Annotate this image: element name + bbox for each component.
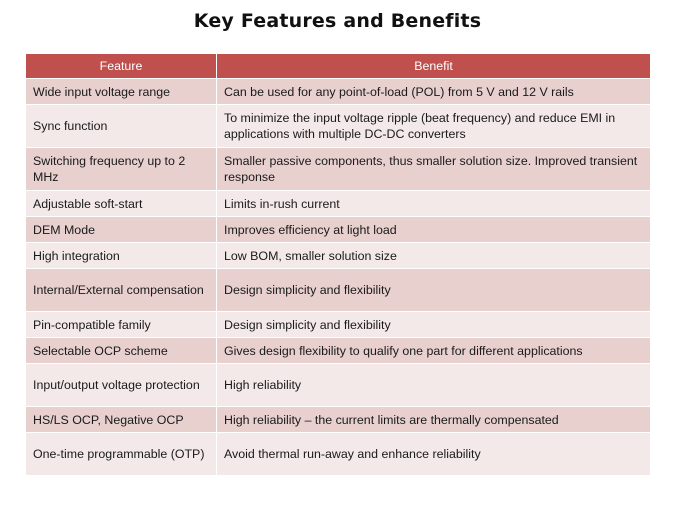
table-row — [26, 148, 650, 191]
feature-cell: Wide input voltage range — [26, 79, 217, 105]
benefit-cell: Low BOM, smaller solution size — [217, 243, 650, 269]
benefit-cell: Design simplicity and flexibility — [217, 269, 650, 312]
table-row — [26, 338, 650, 364]
benefit-cell: Design simplicity and flexibility — [217, 312, 650, 338]
benefit-cell: High reliability – the current limits are thermally compensated — [217, 407, 650, 433]
column-header-feature: Feature — [26, 54, 217, 79]
table-row — [26, 105, 650, 148]
benefit-cell: Gives design flexibility to qualify one part for different applications — [217, 338, 650, 364]
table-row — [26, 407, 650, 433]
slide-title: Key Features and Benefits — [193, 10, 482, 32]
feature-cell: Input/output voltage protection — [26, 364, 217, 407]
table-row — [26, 191, 650, 217]
feature-cell: DEM Mode — [26, 217, 217, 243]
table-row — [26, 364, 650, 407]
feature-cell: Switching frequency up to 2 MHz — [26, 148, 217, 191]
benefit-cell: Avoid thermal run-away and enhance reliability — [217, 433, 650, 476]
benefit-cell: Smaller passive components, thus smaller solution size. Improved transient response — [217, 148, 650, 191]
benefit-cell: Improves efficiency at light load — [217, 217, 650, 243]
table-row — [26, 433, 650, 476]
table-row — [26, 217, 650, 243]
features-table — [26, 54, 650, 476]
feature-cell: HS/LS OCP, Negative OCP — [26, 407, 217, 433]
table-row — [26, 243, 650, 269]
feature-cell: Internal/External compensation — [26, 269, 217, 312]
benefit-cell: To minimize the input voltage ripple (beat frequency) and reduce EMI in applications with multiple DC-DC converters — [217, 105, 650, 148]
feature-cell: High integration — [26, 243, 217, 269]
feature-cell: Pin-compatible family — [26, 312, 217, 338]
table-row — [26, 79, 650, 105]
feature-cell: Adjustable soft-start — [26, 191, 217, 217]
table-row — [26, 269, 650, 312]
column-header-benefit: Benefit — [217, 54, 650, 79]
table-header-row — [26, 54, 650, 79]
benefit-cell: Can be used for any point-of-load (POL) from 5 V and 12 V rails — [217, 79, 650, 105]
benefit-cell: Limits in-rush current — [217, 191, 650, 217]
feature-cell: Selectable OCP scheme — [26, 338, 217, 364]
benefit-cell: High reliability — [217, 364, 650, 407]
table-row — [26, 312, 650, 338]
feature-cell: One-time programmable (OTP) — [26, 433, 217, 476]
feature-cell: Sync function — [26, 105, 217, 148]
